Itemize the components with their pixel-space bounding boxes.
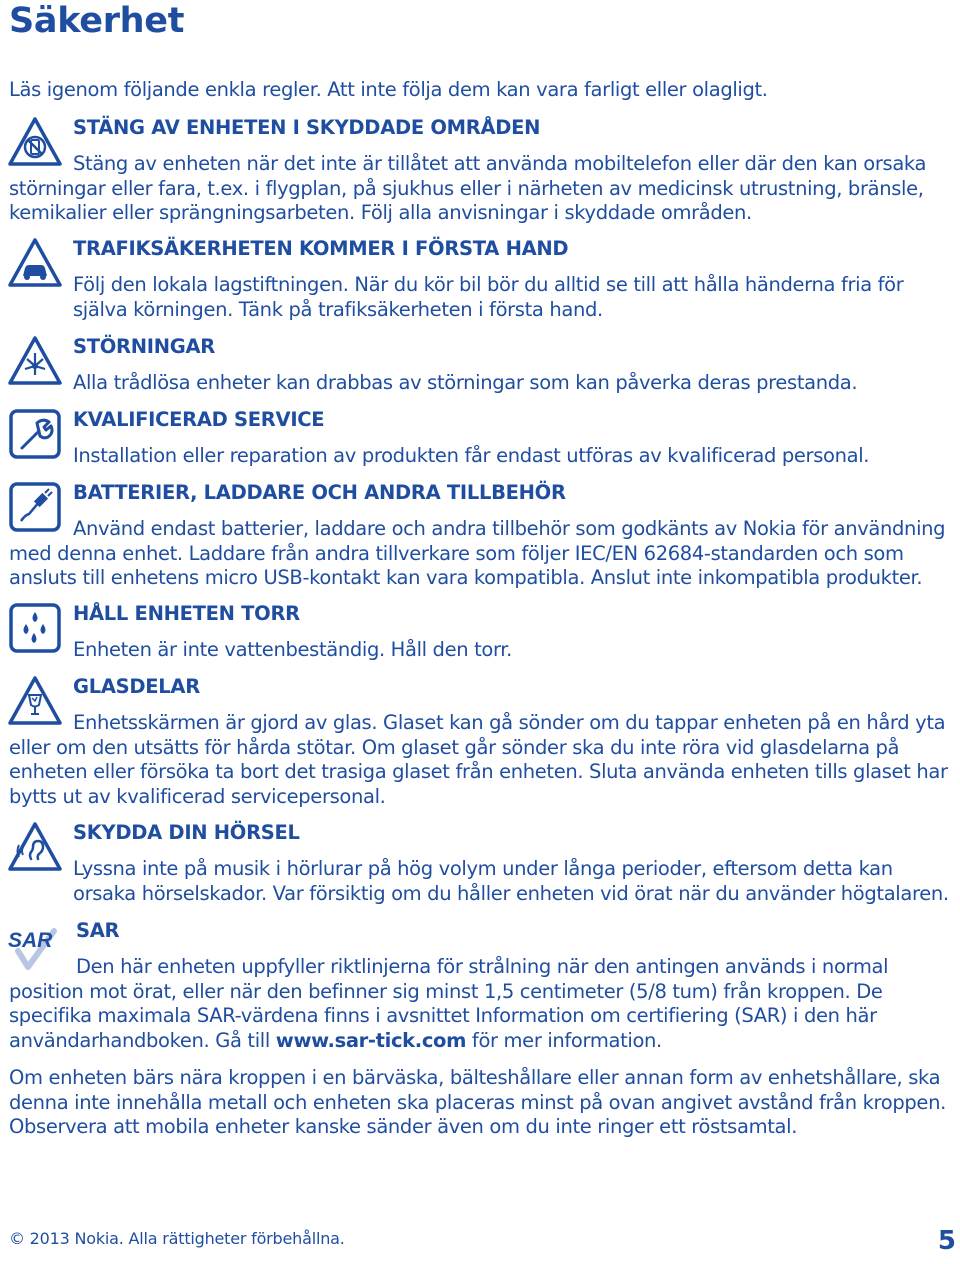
section-body: Lyssna inte på musik i hörlurar på hög volym under långa perioder, eftersom detta kan orsaka hörselskador. Var försiktig om du håller enheten vid örat när du använder högtalaren. <box>73 857 949 905</box>
section-heading: SAR <box>76 919 120 942</box>
svg-text:SAR: SAR <box>8 929 53 952</box>
section-heading: SKYDDA DIN HÖRSEL <box>73 821 300 844</box>
wrench-icon <box>7 408 63 460</box>
sar-body-text: Den här enheten uppfyller riktlinjerna för strålning när den antingen används i normal position mot örat, eller när den befinner sig minst 1,5 centimeter (5/8 tum) från kroppen. De specifika maximala SAR-värdena finns i avsnittet Information om certifiering (SAR) i den här användarhandboken. Gå till <box>9 955 889 1052</box>
sar-tick-link[interactable]: www.sar-tick.com <box>275 1028 467 1052</box>
section-body: Installation eller reparation av produkten får endast utföras av kvalificerad personal. <box>73 444 870 467</box>
page-number: 5 <box>937 1226 956 1256</box>
section-heading: STÖRNINGAR <box>73 335 215 358</box>
section-heading: STÄNG AV ENHETEN I SKYDDADE OMRÅDEN <box>73 116 541 139</box>
section-heading: BATTERIER, LADDARE OCH ANDRA TILLBEHÖR <box>73 481 566 504</box>
section-body: Enheten är inte vattenbeständig. Håll den torr. <box>73 638 513 661</box>
water-drops-icon <box>7 602 63 654</box>
section-body: Alla trådlösa enheter kan drabbas av störningar som kan påverka deras prestanda. <box>73 371 858 394</box>
interference-warning-icon <box>7 335 63 387</box>
car-warning-icon <box>7 237 63 289</box>
section-body: Följ den lokala lagstiftningen. När du kör bil bör du alltid se till att hålla händerna fria för själva körningen. Tänk på trafiksäkerheten i första hand. <box>73 273 904 321</box>
section-body: Enhetsskärmen är gjord av glas. Glaset kan gå sönder om du tappar enheten på en hård yta eller om den utsätts för hårda stötar. Om glaset går sönder ska du inte röra vid glasdelarna på enheten eller försöka ta bort det trasiga glaset från enheten. Sluta använda enheten tills glaset har bytts ut av kvalificerad servicepersonal. <box>9 711 948 808</box>
copyright-text: © 2013 Nokia. Alla rättigheter förbehållna. <box>9 1229 345 1248</box>
closing-text: Om enheten bärs nära kroppen i en bärväska, bälteshållare eller annan form av enhetshållare, ska denna inte innehålla metall och enheten ska placeras minst på ovan angivet avstånd från kroppen. Observera att mobila enheter kanske sänder även om du inte ringer ett röstsamtal. <box>9 1066 946 1138</box>
section-body <box>9 955 958 1053</box>
page-title: Säkerhet <box>9 1 185 41</box>
sar-body-text-end: för mer information. <box>466 1028 662 1052</box>
section-heading: GLASDELAR <box>73 675 200 698</box>
section-body: Använd endast batterier, laddare och andra tillbehör som godkänts av Nokia för användning med denna enhet. Laddare från andra tillverkare som följer IEC/EN 62684-standarden och som ansluts till enhetens micro USB-kontakt kan vara kompatibla. Anslut inte inkompatibla produkter. <box>9 517 946 589</box>
section-heading: KVALIFICERAD SERVICE <box>73 408 325 431</box>
section-heading: HÅLL ENHETEN TORR <box>73 602 300 625</box>
ear-warning-icon <box>7 821 63 873</box>
section-heading: TRAFIKSÄKERHETEN KOMMER I FÖRSTA HAND <box>73 237 569 260</box>
section-body: Stäng av enheten när det inte är tillåtet att använda mobiltelefon eller där den kan orsaka störningar eller fara, t.ex. i flygplan, på sjukhus eller i närheten av medicinsk utrustning, bränsle, kemikalier eller sprängningsarbeten. Följ alla anvisningar i skyddade områden. <box>9 152 927 224</box>
intro-text: Läs igenom följande enkla regler. Att inte följa dem kan vara farligt eller olagligt. <box>9 78 768 101</box>
